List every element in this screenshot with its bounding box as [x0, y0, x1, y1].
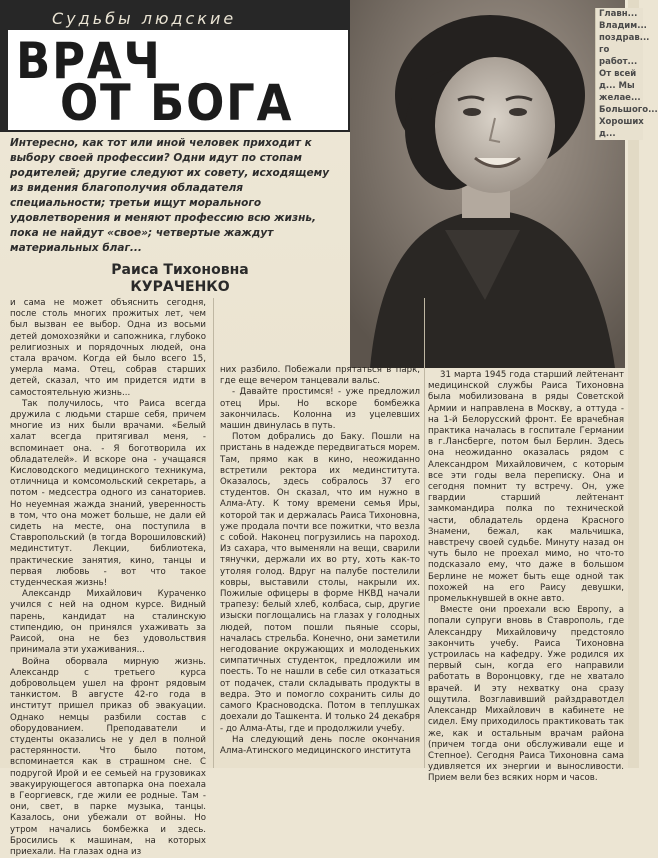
column-divider [213, 298, 214, 768]
body-column-3 [428, 370, 624, 785]
subject-surname: КУРАЧЕНКО [20, 279, 340, 296]
col1-paragraph: и сама не может объяснить сегодня, после столь многих прожитых лет, чем был вызван ее выбор. Одна из восьми детей домохозяйки и сапожника, глубоко религиозных и порядочных людей, она стала врачом. Когда ей было всего 15, умерла мама. Отец, собрав старших детей, сказал, что им придется идти в самостоятельную жизнь... [10, 298, 206, 399]
body-column-2 [220, 365, 420, 757]
col3-paragraph: Вместе они проехали всю Европу, а попали супруги вновь в Ставрополь, где Александру Михайловичу предстояло закончить учебу. Раиса Тихоновна устроилась на кафедру. Уже родился их первый сын, когда его направили работать в Воронцовку, где не хватало врачей. И эту нехватку она сразу ощутила. Возглавивший райздравотдел Александр Михайлович в кабинете не сидел. Ему приходилось практиковать так же, как и остальным врачам района (причем тогда они обслуживали еще и Степное). Сегодня Раиса Тихоновна сама удивляется их энергии и выносливости. Прием вели без всяких норм и часов. [428, 605, 624, 784]
col2-paragraph: - Давайте простимся! - уже предложил отец Иры. Но вскоре бомбежка закончилась. Колонна из уцелевших машин двинулась в путь. [220, 387, 420, 432]
col3-paragraph: 31 марта 1945 года старший лейтенант медицинской службы Раиса Тихоновна была мобилизована в ряды Советской Армии и направлена в Москву, а оттуда - на 1-й Белорусский фронт. Ее врачебная практика началась в госпитале Германии в г.Лансберге, потом был Берлин. Здесь она неожиданно оказалась рядом с Александром Михайловичем, с которым все эти годы вела переписку. Она и сегодня помнит ту встречу. Он, уже гвардии старший лейтенант замкомандира полка по технической части, обладатель ордена Красного Знамени, бежал, как мальчишка, навстречу своей судьбе. Минуту назад он чуть было не проехал мимо, но что-то подсказало ему, что даже в большом Берлине не может быть еще одной так похожей на его Раису девушки, промелькнувшей в окне авто. [428, 370, 624, 605]
lead-paragraph: Интересно, как тот или иной человек приходит к выбору своей профессии? Одни идут по стопам родителей; другие следуют их совету, исходящему из видения благополучия обладателя специальности; третьи ищут морального удовлетворения и меняют профессию всю жизнь, пока не найдут «свое»; четвертые жаждут материальных благ... [10, 136, 342, 256]
rubric-label: Судьбы людские [52, 9, 236, 28]
portrait-photo [350, 0, 625, 368]
article-title-line-1: ВРАЧ [16, 36, 162, 86]
subject-first-name: Раиса Тихоновна [20, 262, 340, 279]
column-divider [424, 298, 425, 768]
col2-paragraph: Потом добрались до Баку. Пошли на пристань в надежде передвигаться морем. Там, прямо как в кино, неожиданно встретили ректора их мединститута. Оказалось, здесь собралось 37 его студентов. Он сказал, что им нужно в Алма-Ату. К тому времени семья Иры, которой так и держалась Раиса Тихоновна, уже продала почти все пожитки, что везла с собой. Наконец погрузились на пароход. Из сахара, что выменяли на вещи, сварили тянучки, держали их во рту, хоть как-то утоляя голод. Вдруг на палубе постелили ковры, выставили столы, накрыли их. Пожилые офицеры в форме НКВД начали трапезу: белый хлеб, колбаса, сыр, другие изыски поглощались на глазах у голодных людей, потом пошли пьяные ссоры, началась стрельба. Конечно, они заметили негодование окружающих и молоденьких симпатичных студенток, предложили им поесть. То не нашли в себе сил отказаться от подачек, стали складывать продукты в ведра. Это и помогло сохранить силы до самого Красноводска. Потом в теплушках доехали до Ташкента. И только 24 декабря - до Алма-Аты, где и продолжили учебу. [220, 432, 420, 734]
col2-paragraph: них разбило. Побежали прятаться в парк, где еще вечером танцевали вальс. [220, 365, 420, 387]
adjacent-article-fragment: Главн... Владим... поздрав... го работ... От всей д... Мы желае... Большого... Хороших д... [595, 8, 643, 140]
col1-paragraph: Так получилось, что Раиса всегда дружила с людьми старше себя, причем многие из них были врачами. «Белый халат всегда притягивал меня, - вспоминает она. - Я боготворила их обладателей». И вскоре она - учащаяся Кисловодского медицинского техникума, отличница и комсомольский секретарь, а потом - медсестра одного из санаториев. Но неуемная жажда знаний, уверенность в том, что она может больше, не дали ей сидеть на месте, она поступила в Ставропольский (в тогда Ворошиловский) мединститут. Лекции, библиотека, практические занятия, кино, танцы и первая любовь - вот что такое студенческая жизнь! [10, 399, 206, 589]
col1-paragraph: Война оборвала мирную жизнь. Александр с третьего курса добровольцем ушел на фронт рядовым танкистом. В августе 42-го года в институт пришел приказ об эвакуации. Однако немцы разбили состав с оборудованием. Преподаватели и студенты оказались не у дел в полной растерянности. Что было потом, вспоминается как в страшном сне. С подругой Ирой и ее семьей на грузовиках эвакуирующегося автопарка она поехала в Георгиевск, где жили ее родные. Там - они, свет, в парке музыка, танцы. Казалось, они убежали от войны. Но утром начались бомбежка и здесь. Бросились к машинам, на которых приехали. На глазах одна из [10, 657, 206, 858]
body-column-1 [10, 298, 206, 858]
col2-paragraph: На следующий день после окончания Алма-Атинского медицинского института [220, 735, 420, 757]
article-title-line-2: ОТ БОГА [60, 78, 293, 128]
col1-paragraph: Александр Михайлович Кураченко учился с ней на одном курсе. Видный парень, кандидат на сталинскую стипендию, он принялся ухаживать за Раисой, она не без удовольствия принимала эти ухаживания... [10, 589, 206, 656]
portrait-illustration [350, 0, 625, 368]
